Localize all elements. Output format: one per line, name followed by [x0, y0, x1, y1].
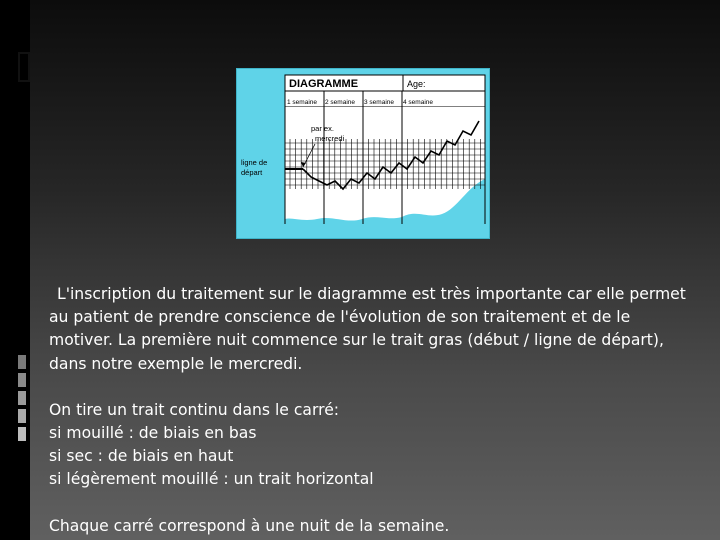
instruction-line: si sec : de biais en haut [49, 447, 234, 466]
diagram-svg [237, 69, 489, 238]
start-label-2: départ [241, 168, 263, 177]
week-label-1: 1 semaine [287, 99, 317, 106]
start-label-1: ligne de [241, 158, 268, 167]
slide-body [49, 283, 689, 538]
sidebar-bar [18, 427, 26, 441]
paragraph-conclusion: Chaque carré correspond à une nuit de la semaine. [49, 516, 450, 535]
week-label-2: 2 semaine [325, 99, 355, 106]
instruction-list [49, 399, 689, 492]
instruction-line: si mouillé : de biais en bas [49, 424, 257, 443]
age-label: Age: [407, 79, 426, 89]
sidebar-bar [18, 373, 26, 387]
paragraph-explanation: L'inscription du traitement sur le diagramme est très importante car elle permet au patient de prendre conscience de l'évolution de son traitement et de le motiver. La première nuit commence sur le trait gras (début / ligne de départ), dans notre exemple le mercredi. [49, 285, 686, 373]
annotation-line-1: par ex. [311, 124, 334, 133]
diagram-image [236, 68, 490, 239]
diagram-title: DIAGRAMME [289, 78, 359, 90]
annotation-line-2: mercredi [315, 134, 345, 143]
week-label-4: 4 semaine [403, 99, 433, 106]
decorative-bar [18, 52, 30, 82]
instruction-line: si légèrement mouillé : un trait horizontal [49, 470, 374, 489]
sidebar-bar [18, 409, 26, 423]
week-label-3: 3 semaine [364, 99, 394, 106]
instruction-line: On tire un trait continu dans le carré: [49, 400, 340, 419]
sidebar-bar [18, 391, 26, 405]
sidebar-decoration [18, 355, 26, 445]
sidebar-bar [18, 355, 26, 369]
